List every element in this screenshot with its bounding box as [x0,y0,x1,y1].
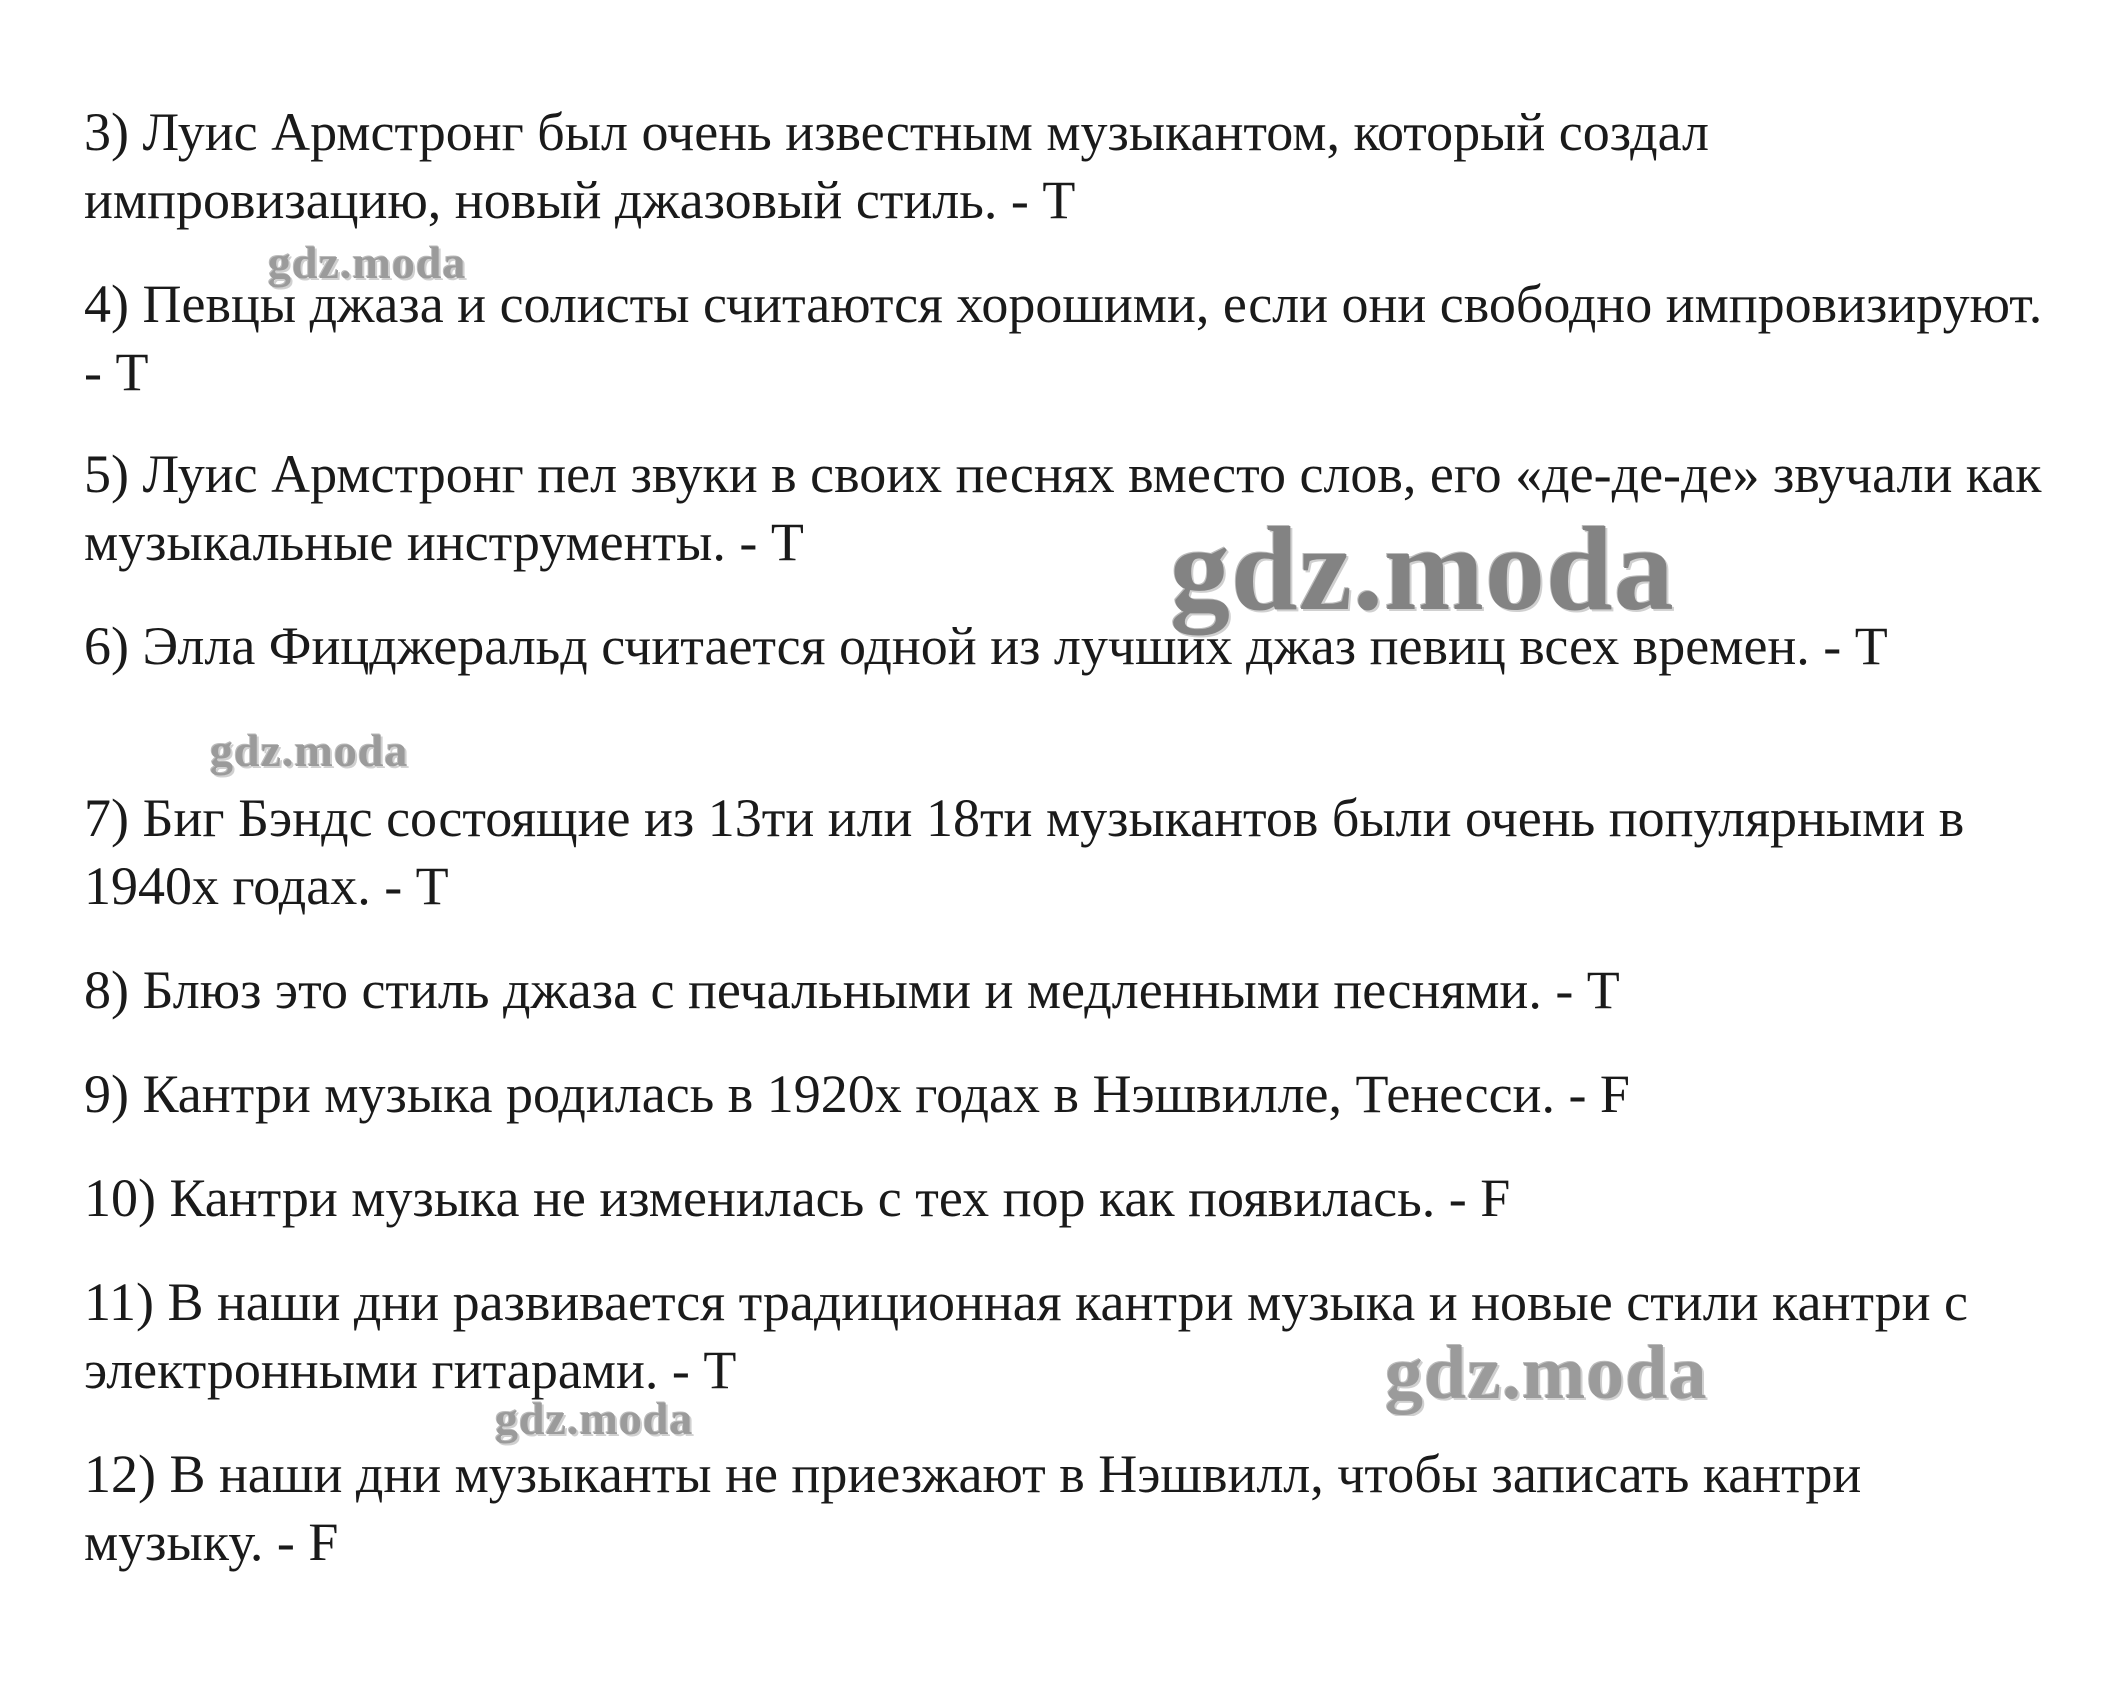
answer-item-5: 5) Луис Армстронг пел звуки в своих песнях вместо слов, его «де-де-де» звучали как музыкальные инструменты. - T [84,444,2042,572]
answer-item-8: 8) Блюз это стиль джаза с печальными и медленными песнями. - T [84,960,1620,1020]
answer-item-4: 4) Певцы джаза и солисты считаются хорошими, если они свободно импровизируют. - T [84,274,2043,402]
answer-item-6: 6) Элла Фицджеральд считается одной из лучших джаз певиц всех времен. - T [84,616,1888,676]
answer-item-11: 11) В наши дни развивается традиционная кантри музыка и новые стили кантри с электронными гитарами. - T [84,1272,1968,1400]
answer-item-9: 9) Кантри музыка родилась в 1920х годах в Нэшвилле, Тенесси. - F [84,1064,1630,1124]
watermark: gdz.moda [1385,1331,1708,1415]
answer-item-10: 10) Кантри музыка не изменилась с тех пор как появилась. - F [84,1168,1511,1228]
answer-item-7: 7) Биг Бэндс состоящие из 13ти или 18ти музыкантов были очень популярными в 1940х годах. - T [84,788,1965,916]
watermark: gdz.moda [268,237,467,288]
watermark: gdz.moda [495,1393,694,1444]
answer-item-3: 3) Луис Армстронг был очень известным музыкантом, который создал импровизацию, новый джазовый стиль. - T [84,102,1709,230]
watermark: gdz.moda [1170,502,1675,635]
answer-item-12: 12) В наши дни музыканты не приезжают в Нэшвилл, чтобы записать кантри музыку. - F [84,1444,1862,1572]
watermark: gdz.moda [210,725,409,776]
